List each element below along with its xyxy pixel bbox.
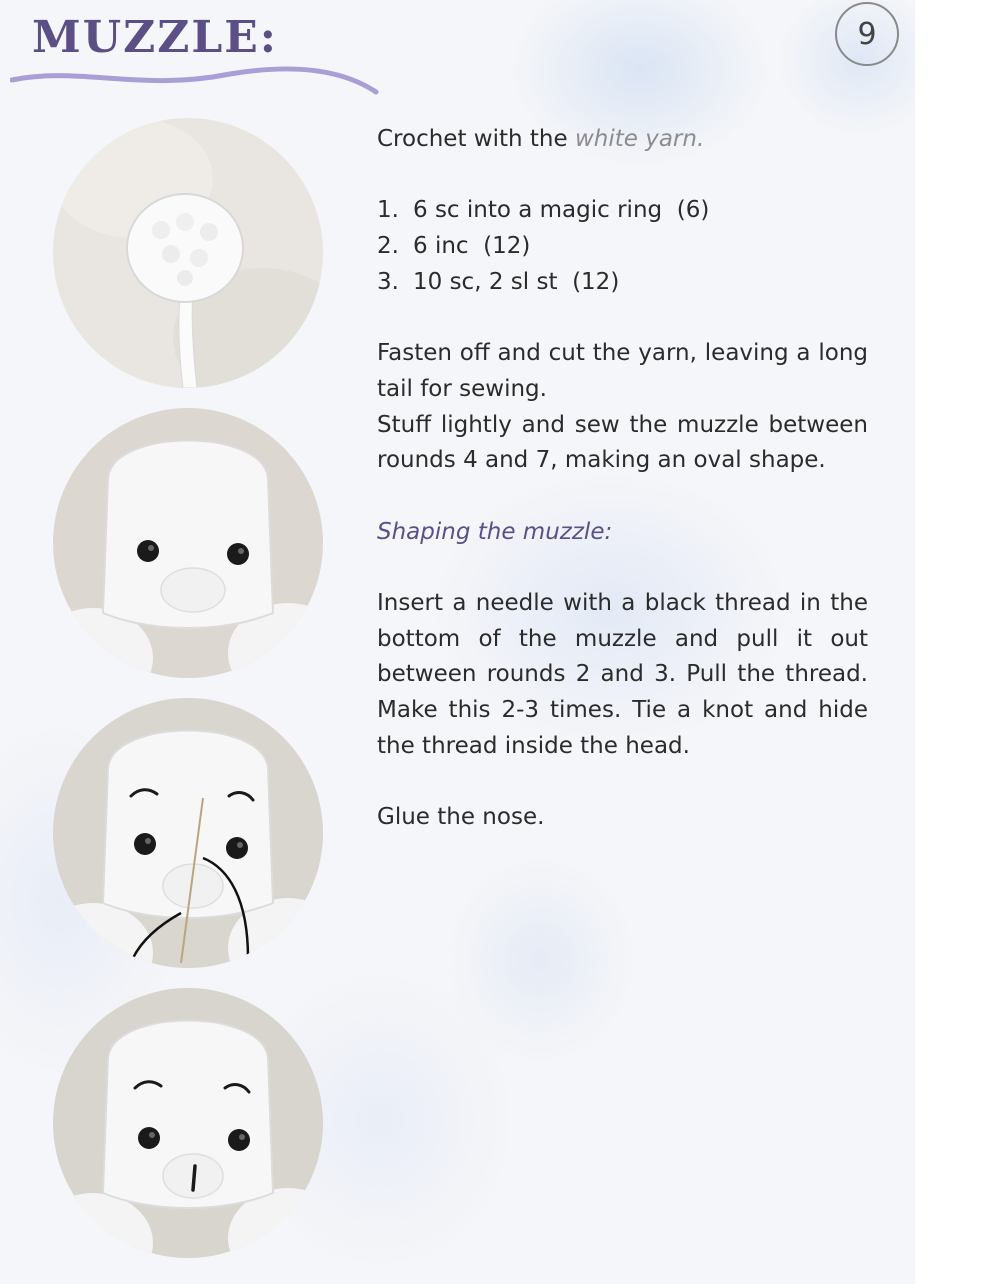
photo-muzzle-piece [53, 118, 323, 388]
shaping-heading: Shaping the muzzle: [377, 518, 613, 545]
page-title: MUZZLE: [32, 12, 279, 63]
shaping-paragraph: Insert a needle with a black thread in the bottom of the muzzle and pull it out between rounds 2 and 3. Pull the thread. Make this 2-3 times. Tie a knot and hide the thread inside the head. [377, 590, 868, 759]
round-item [377, 193, 868, 229]
round-number: 2. [377, 233, 399, 260]
round-number: 3. [377, 268, 399, 295]
intro-prefix: Crochet with the [377, 126, 568, 152]
fasten-off-paragraph: Fasten off and cut the yarn, leaving a long tail for sewing. [377, 340, 868, 402]
title-underline-swoosh [10, 62, 380, 102]
photo-shaping-with-needle [53, 698, 323, 968]
round-text: 6 sc into a magic ring (6) [413, 197, 710, 224]
photo-finished-muzzle [53, 988, 323, 1258]
rounds-list [377, 193, 868, 300]
yarn-color-note: white yarn. [574, 126, 705, 152]
intro-line [377, 122, 868, 158]
round-item [377, 229, 868, 265]
photo-head-with-muzzle [53, 408, 323, 678]
round-text: 6 inc (12) [413, 233, 531, 260]
page-number: 9 [857, 16, 877, 52]
page-number-badge [835, 2, 899, 66]
instructions [377, 122, 868, 836]
glue-nose-paragraph: Glue the nose. [377, 804, 545, 831]
round-text: 10 sc, 2 sl st (12) [413, 268, 620, 295]
round-item [377, 265, 868, 301]
stuff-paragraph: Stuff lightly and sew the muzzle between rounds 4 and 7, making an oval shape. [377, 411, 868, 474]
round-number: 1. [377, 197, 399, 224]
page-margin [915, 0, 1000, 1284]
